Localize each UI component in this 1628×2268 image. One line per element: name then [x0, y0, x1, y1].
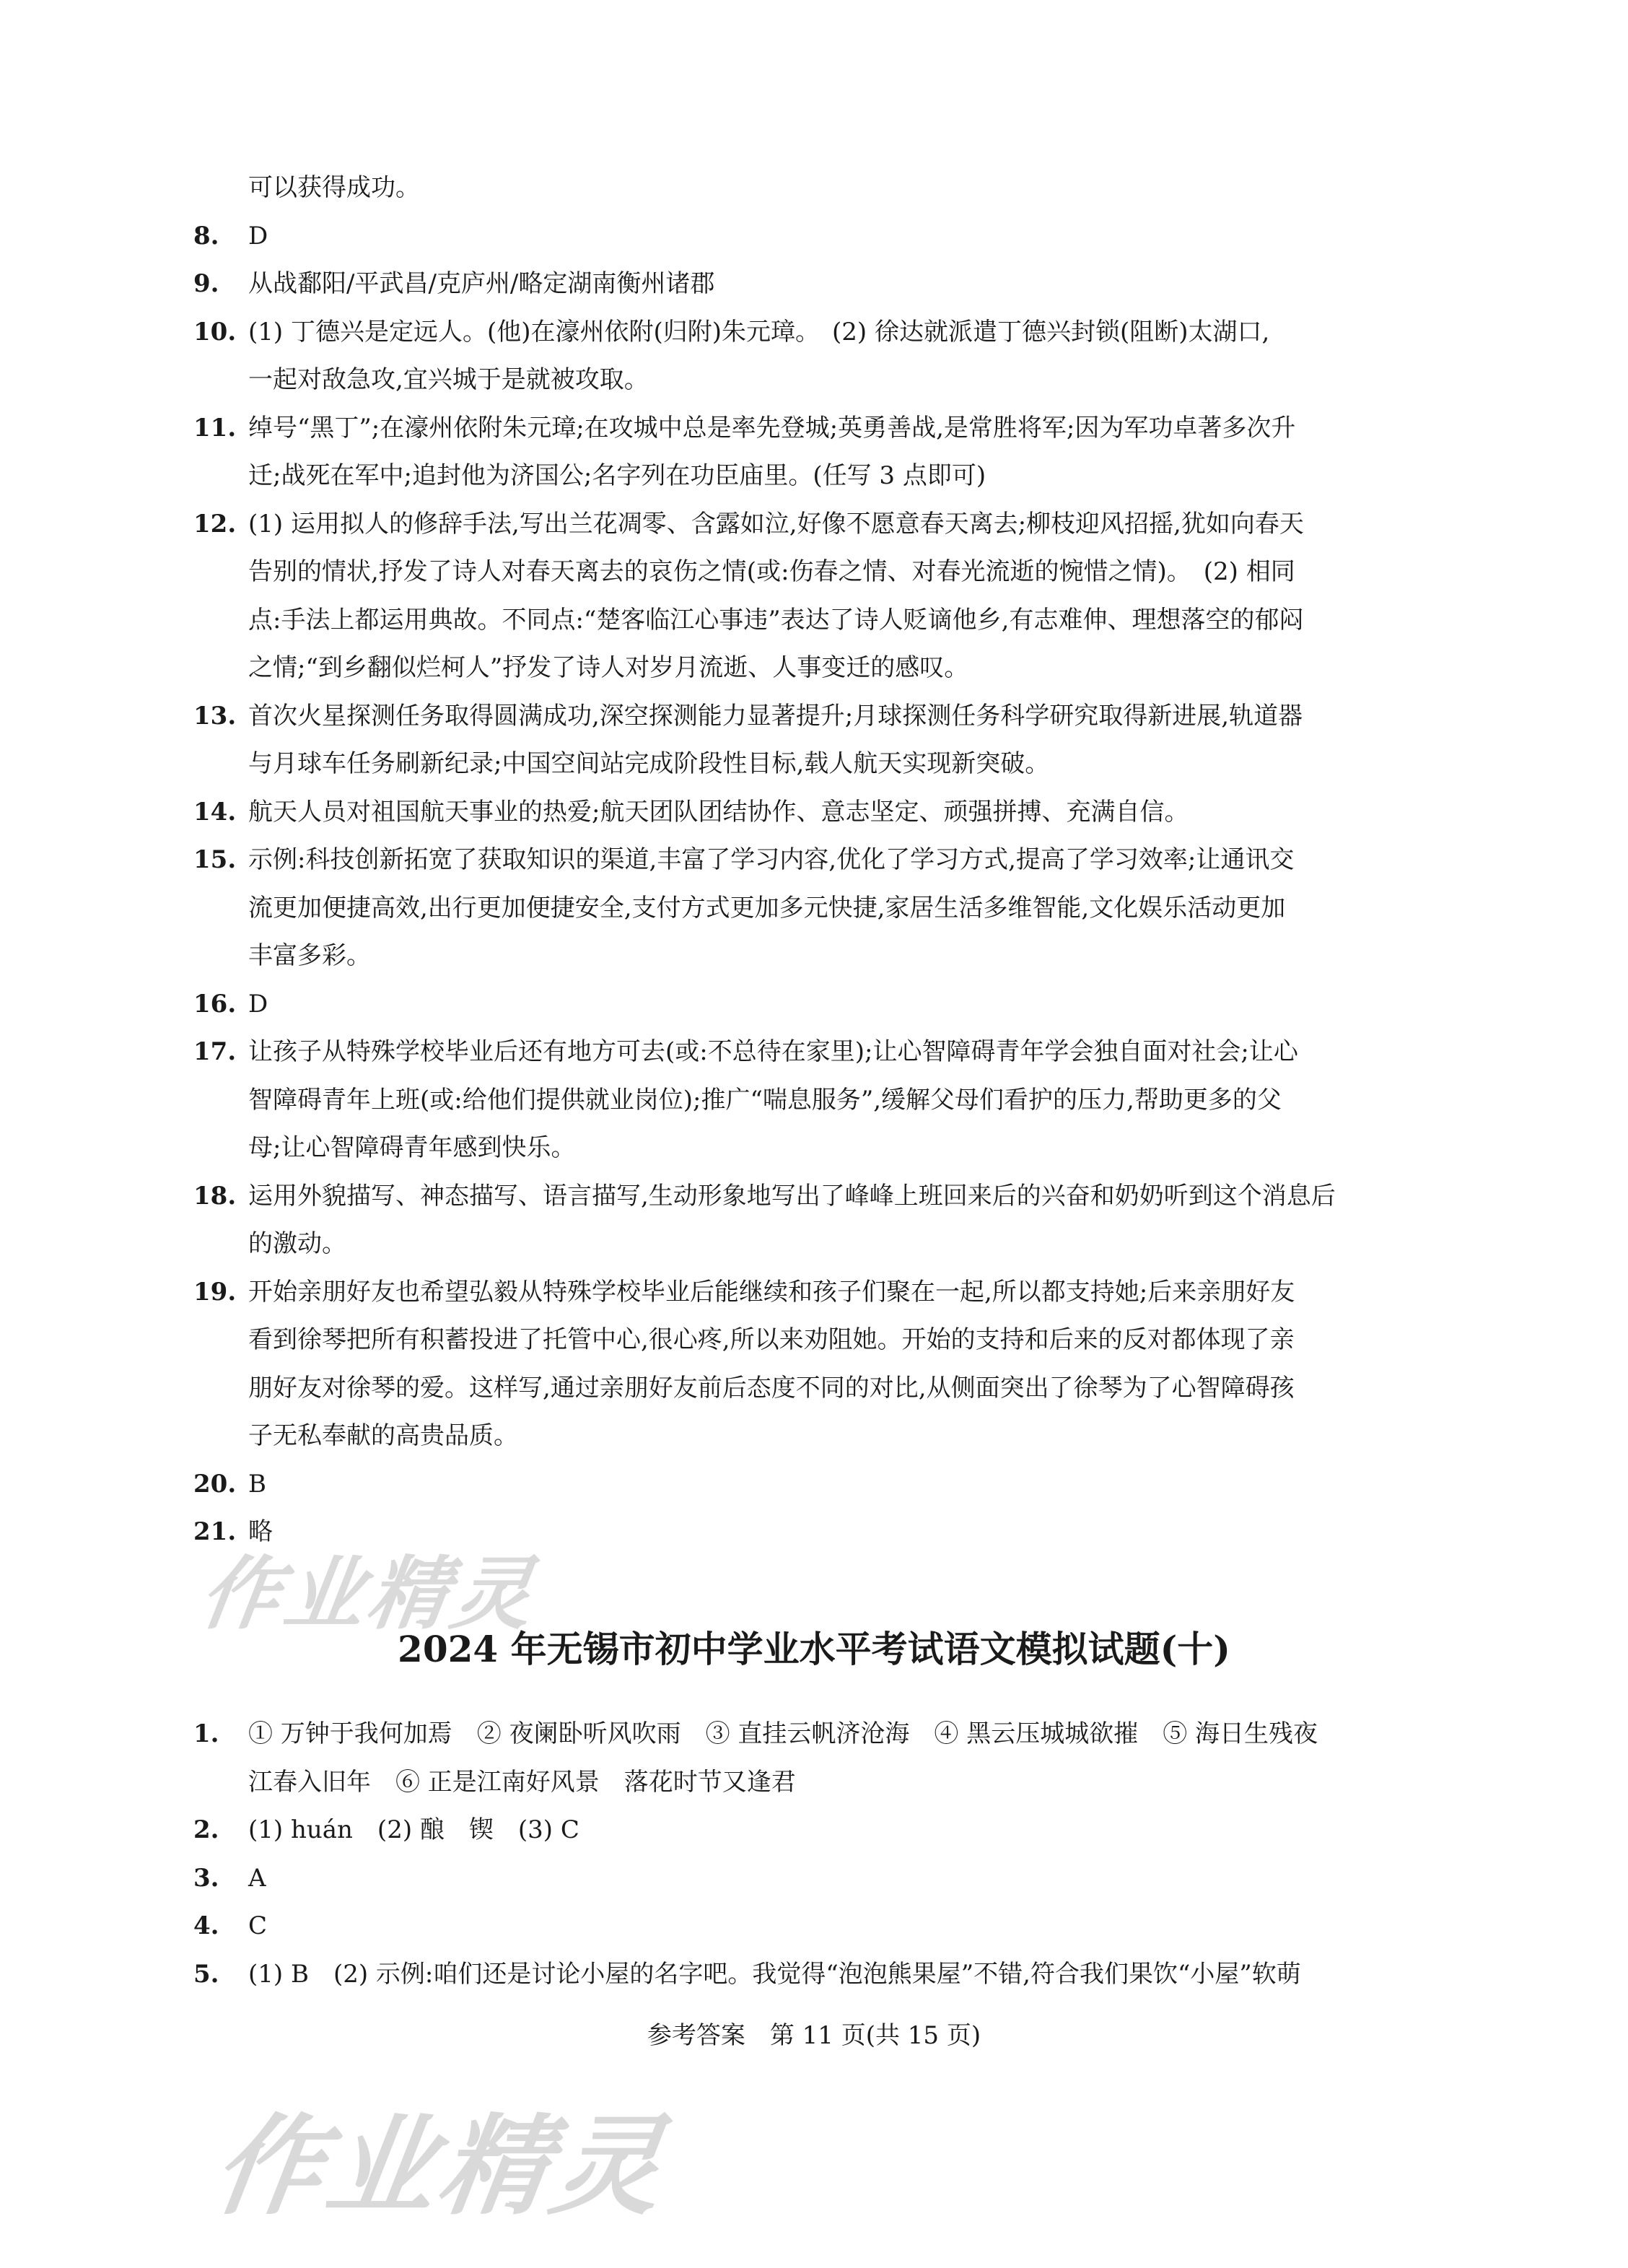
- answer-text: 流更加便捷高效,出行更加便捷安全,支付方式更加多元快捷,家居生活多维智能,文化娱乐活动更加: [248, 894, 1286, 923]
- question-number: 1.: [193, 1719, 219, 1748]
- answer-text: 迁;战死在军中;追封他为济国公;名字列在功臣庙里。(任写 3 点即可): [248, 461, 986, 490]
- answer-text: 绰号“黑丁”;在濠州依附朱元璋;在攻城中总是率先登城;英勇善战,是常胜将军;因为军功卓著多次升: [248, 414, 1296, 442]
- answer-text: 母;让心智障碍青年感到快乐。: [248, 1133, 576, 1162]
- answer-text: 的激动。: [248, 1229, 346, 1258]
- question-number: 3.: [193, 1864, 219, 1893]
- answer-text: 首次火星探测任务取得圆满成功,深空探测能力显著提升;月球探测任务科学研究取得新进展,轨道器: [248, 702, 1303, 730]
- question-number: 10.: [193, 318, 237, 346]
- page-footer: 参考答案 第 11 页(共 15 页): [647, 2021, 981, 2050]
- answer-text: 江春入旧年 ⑥ 正是江南好风景 落花时节又逢君: [248, 1768, 796, 1797]
- answer-text: ① 万钟于我何加焉 ② 夜阑卧听风吹雨 ③ 直挂云帆济沧海 ④ 黑云压城城欲摧 ⑤ 海日生残夜: [248, 1719, 1318, 1748]
- question-number: 13.: [193, 702, 237, 730]
- answer-text: A: [248, 1864, 266, 1893]
- answer-text: (1) 丁德兴是定远人。(他)在濠州依附(归附)朱元璋。 (2) 徐达就派遣丁德兴封锁(阻断)太湖口,: [248, 318, 1270, 346]
- answer-text: D: [248, 222, 268, 250]
- answer-text: B: [248, 1470, 266, 1499]
- answer-text: 让孩子从特殊学校毕业后还有地方可去(或:不总待在家里);让心智障碍青年学会独自面对社会;让心: [248, 1037, 1298, 1066]
- answer-text: 示例:科技创新拓宽了获取知识的渠道,丰富了学习内容,优化了学习方式,提高了学习效率;让通讯交: [248, 845, 1295, 874]
- answer-text: D: [248, 990, 268, 1019]
- answer-text: 略: [248, 1517, 273, 1546]
- question-number: 12.: [193, 510, 237, 538]
- question-number: 17.: [193, 1037, 237, 1066]
- question-number: 9.: [193, 269, 219, 298]
- answer-text: 智障碍青年上班(或:给他们提供就业岗位);推广“喘息服务”,缓解父母们看护的压力,帮助更多的父: [248, 1086, 1282, 1115]
- answer-text: 从战鄱阳/平武昌/克庐州/略定湖南衡州诸郡: [248, 269, 715, 298]
- answer-text: (1) 运用拟人的修辞手法,写出兰花凋零、含露如泣,好像不愿意春天离去;柳枝迎风招摇,犹如向春天: [248, 510, 1304, 538]
- question-number: 11.: [193, 414, 237, 442]
- answer-text: 开始亲朋好友也希望弘毅从特殊学校毕业后能继续和孩子们聚在一起,所以都支持她;后来亲朋好友: [248, 1278, 1295, 1307]
- answer-text: 子无私奉献的高贵品质。: [248, 1421, 518, 1450]
- question-number: 19.: [193, 1278, 237, 1307]
- question-number: 16.: [193, 990, 237, 1019]
- question-number: 8.: [193, 222, 219, 250]
- answer-text: C: [248, 1911, 268, 1940]
- question-number: 21.: [193, 1517, 237, 1546]
- question-number: 18.: [193, 1182, 237, 1211]
- answer-text: 一起对敌急攻,宜兴城于是就被攻取。: [248, 365, 649, 394]
- watermark-logo: 作业精灵: [206, 2104, 675, 2230]
- question-number: 5.: [193, 1960, 219, 1989]
- answer-text: 丰富多彩。: [248, 941, 371, 970]
- section-title: 2024 年无锡市初中学业水平考试语文模拟试题(十): [398, 1628, 1230, 1670]
- question-number: 14.: [193, 798, 237, 826]
- question-number: 2.: [193, 1815, 219, 1844]
- answer-text: 朋好友对徐琴的爱。这样写,通过亲朋好友前后态度不同的对比,从侧面突出了徐琴为了心智障碍孩: [248, 1374, 1295, 1403]
- question-number: 15.: [193, 845, 237, 874]
- answer-text: 可以获得成功。: [248, 173, 420, 202]
- watermark-logo: 作业精灵: [194, 1548, 543, 1640]
- answer-text: (1) huán (2) 酿 锲 (3) C: [248, 1815, 579, 1844]
- answer-text: 与月球车任务刷新纪录;中国空间站完成阶段性目标,载人航天实现新突破。: [248, 749, 1050, 778]
- answer-text: 点:手法上都运用典故。不同点:“楚客临江心事违”表达了诗人贬谪他乡,有志难伸、理想落空的郁闷: [248, 606, 1304, 634]
- answer-text: 看到徐琴把所有积蓄投进了托管中心,很心疼,所以来劝阻她。开始的支持和后来的反对都体现了亲: [248, 1325, 1295, 1354]
- answer-text: 运用外貌描写、神态描写、语言描写,生动形象地写出了峰峰上班回来后的兴奋和奶奶听到这个消息后: [248, 1182, 1336, 1211]
- question-number: 4.: [193, 1911, 219, 1940]
- answer-text: (1) B (2) 示例:咱们还是讨论小屋的名字吧。我觉得“泡泡熊果屋”不错,符合我们果饮“小屋”软萌: [248, 1960, 1301, 1989]
- answer-text: 告别的情状,抒发了诗人对春天离去的哀伤之情(或:伤春之情、对春光流逝的惋惜之情)。 (2) 相同: [248, 557, 1295, 586]
- answer-text: 之情;“到乡翻似烂柯人”抒发了诗人对岁月流逝、人事变迁的感叹。: [248, 653, 969, 682]
- answer-text: 航天人员对祖国航天事业的热爱;航天团队团结协作、意志坚定、顽强拼搏、充满自信。: [248, 798, 1189, 826]
- question-number: 20.: [193, 1470, 237, 1499]
